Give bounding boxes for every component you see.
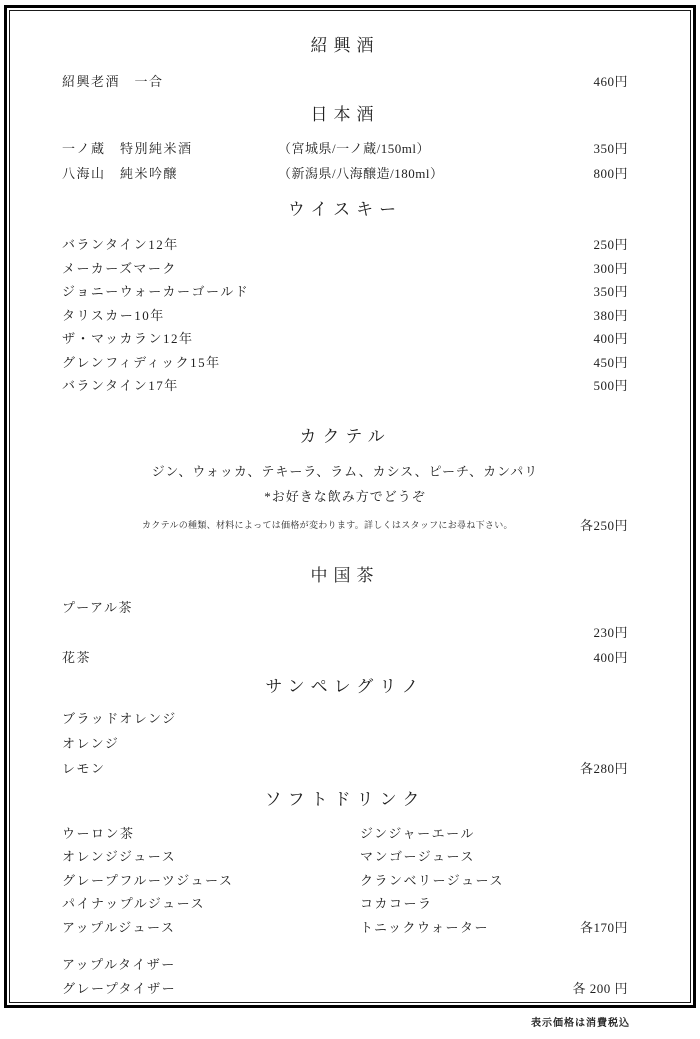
item-detail: （新潟県/八海醸造/180ml）	[278, 166, 444, 181]
item-price: 800円	[593, 166, 628, 181]
item-price: 230円	[593, 624, 628, 640]
item-price: 各250円	[579, 517, 628, 533]
item-price: 300円	[593, 260, 628, 276]
menu-item-row	[62, 977, 628, 1001]
menu-item-row	[62, 731, 628, 756]
item-price: 400円	[593, 331, 628, 346]
item-name: グレープタイザー	[62, 980, 177, 996]
menu-border	[4, 5, 696, 1008]
item-name: 一ノ蔵 特別純米酒	[62, 141, 193, 156]
cocktail-note-row	[62, 515, 628, 534]
item-name: グレープフルーツジュース	[62, 872, 234, 888]
menu-item-row	[62, 136, 628, 161]
section-title-shaoxing: 紹興酒	[310, 36, 380, 55]
menu-item-row	[62, 374, 628, 398]
cocktail-ingredients-line: ジン、ウォッカ、テキーラ、ラム、カシス、ピーチ、カンパリ	[151, 463, 539, 479]
section-title-whisky: ウイスキー	[287, 200, 403, 219]
item-name: ジョニーウォーカーゴールド	[62, 284, 250, 299]
menu-item-row	[62, 69, 628, 94]
cocktail-serving-line: *お好きな飲み方でどうぞ	[264, 488, 426, 504]
item-name: 八海山 純米吟醸	[62, 166, 179, 181]
menu-item-row	[62, 280, 628, 304]
item-name: パイナップルジュース	[62, 896, 205, 911]
item-name: ザ・マッカラン12年	[62, 331, 194, 346]
menu-item-row	[62, 304, 628, 328]
item-name: ブラッドオレンジ	[62, 710, 177, 726]
item-name: ウーロン茶	[62, 825, 135, 841]
item-price: 各 200 円	[572, 980, 628, 996]
menu-item-row	[62, 327, 628, 351]
item-name: クランベリージュース	[360, 872, 504, 888]
item-price: 400円	[593, 649, 628, 665]
section-title-sake: 日本酒	[310, 105, 380, 124]
item-price: 各280円	[579, 760, 628, 776]
item-name: グレンフィディック15年	[62, 354, 221, 370]
item-name: レモン	[62, 760, 106, 776]
item-name: コカコーラ	[360, 896, 433, 911]
menu-item-row	[62, 706, 628, 731]
section-title-chinese-tea: 中国茶	[310, 565, 380, 585]
item-price: 350円	[593, 284, 628, 299]
cocktail-note: カクテルの種類、材料によっては価格が変わります。詳しくはスタッフにお尋ね下さい。	[142, 519, 513, 530]
item-price: 500円	[593, 378, 628, 393]
item-name: バランタイン12年	[62, 237, 179, 252]
tax-included-note: 表示価格は消費税込	[531, 1018, 630, 1029]
menu-item-row	[62, 756, 628, 781]
item-price: 350円	[593, 141, 628, 156]
menu-item-row	[62, 892, 628, 916]
menu-item-row	[62, 845, 628, 869]
menu-page	[9, 10, 691, 1003]
item-price: 460円	[593, 74, 628, 89]
menu-item-row	[62, 645, 628, 670]
menu-item-row	[62, 351, 628, 375]
item-name: オレンジジュース	[62, 849, 177, 864]
item-price: 380円	[593, 307, 628, 323]
item-name: ジンジャーエール	[360, 825, 475, 841]
menu-item-row	[62, 916, 628, 940]
item-name: プーアル茶	[62, 599, 133, 615]
section-title-sanpellegrino: サンペレグリノ	[265, 676, 425, 696]
item-detail: （宮城県/一ノ蔵/150ml）	[278, 141, 430, 156]
item-name: オレンジ	[62, 735, 120, 751]
item-price: 250円	[593, 237, 628, 252]
menu-item-row	[62, 161, 628, 186]
item-price: 450円	[593, 354, 628, 370]
menu-item-row	[62, 595, 628, 620]
menu-item-row	[62, 257, 628, 281]
menu-item-row	[62, 233, 628, 257]
section-title-cocktail: カクテル	[299, 426, 391, 446]
item-name: マンゴージュース	[360, 849, 475, 864]
item-name: 花茶	[62, 649, 92, 665]
item-name: メーカーズマーク	[62, 260, 177, 276]
item-name: バランタイン17年	[62, 378, 179, 393]
menu-item-row	[62, 822, 628, 846]
item-name: トニックウォーター	[360, 919, 489, 935]
item-name: タリスカー10年	[62, 307, 165, 323]
item-name: 紹興老酒 一合	[62, 74, 164, 89]
menu-item-row	[62, 869, 628, 893]
item-name: アップルジュース	[62, 919, 176, 935]
item-name: アップルタイザー	[62, 957, 176, 972]
menu-item-row	[62, 620, 628, 645]
item-price: 各170円	[579, 919, 628, 935]
section-title-soft-drink: ソフトドリンク	[264, 789, 426, 809]
menu-item-row	[62, 953, 628, 977]
